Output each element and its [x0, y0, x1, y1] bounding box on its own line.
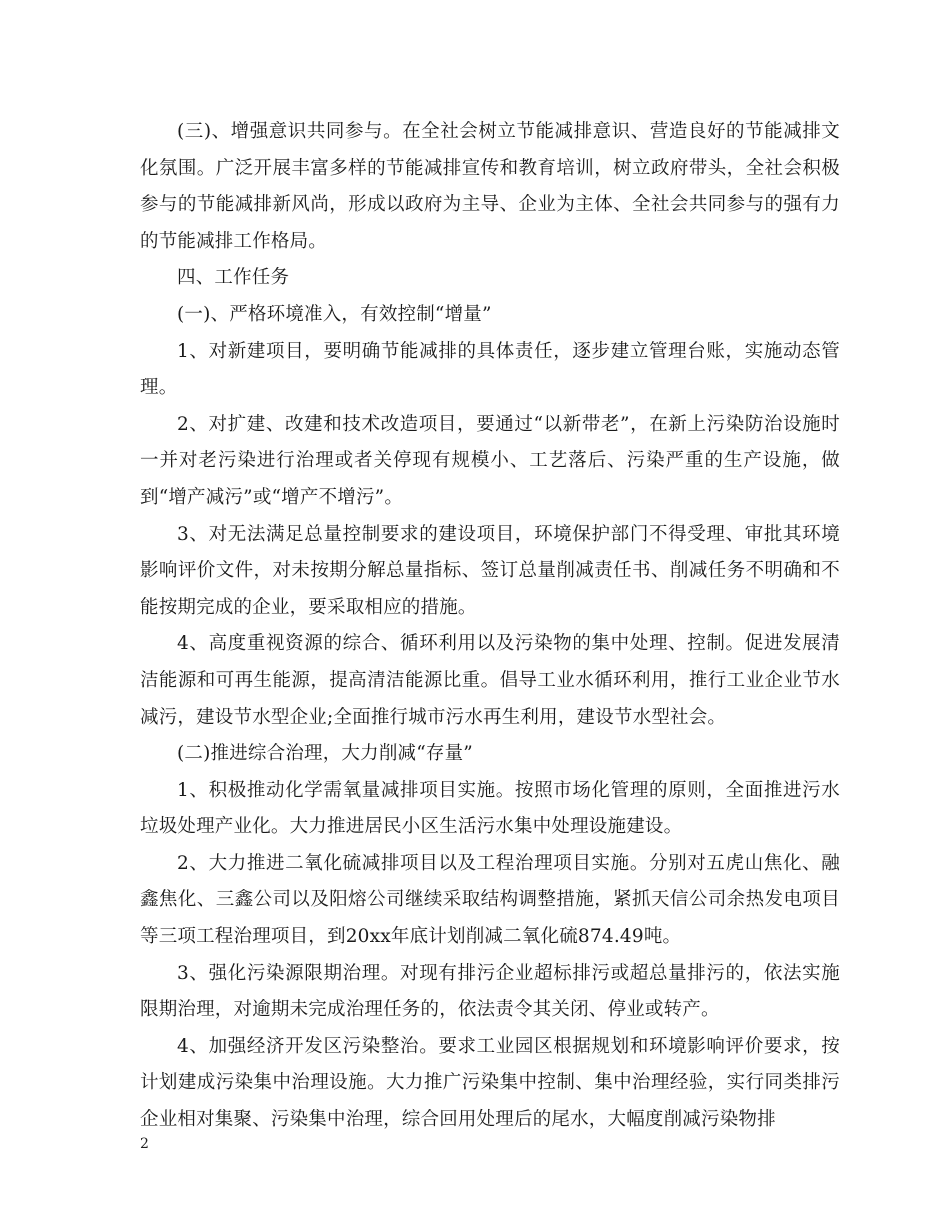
paragraph: 4、加强经济开发区污染整治。要求工业园区根据规划和环境影响评价要求，按计划建成污染集中治理设施。大力推广污染集中控制、集中治理经验，实行同类排污企业相对集聚、污染集中治理，综合回用处理后的尾水，大幅度削减污染物排 [140, 1035, 840, 1131]
paragraph: 3、强化污染源限期治理。对现有排污企业超标排污或超总量排污的，依法实施限期治理，对逾期未完成治理任务的，依法责令其关闭、停业或转产。 [140, 962, 840, 1021]
section-heading: 四、工作任务 [177, 267, 290, 289]
subsection-heading: (二)推进综合治理，大力削减“存量” [177, 743, 473, 765]
paragraph: 2、对扩建、改建和技术改造项目，要通过“以新带老”，在新上污染防治设施时一并对老污染进行治理或者关停现有规模小、工艺落后、污染严重的生产设施，做到“增产减污”或“增产不增污”。 [140, 413, 840, 508]
paragraph: 3、对无法满足总量控制要求的建设项目，环境保护部门不得受理、审批其环境影响评价文件，对未按期分解总量指标、签订总量削减责任书、削减任务不明确和不能按期完成的企业，要采取相应的措施。 [140, 523, 840, 618]
paragraph: 4、高度重视资源的综合、循环利用以及污染物的集中处理、控制。促进发展清洁能源和可再生能源，提高清洁能源比重。倡导工业水循环利用，推行工业企业节水减污，建设节水型企业;全面推行城市污水再生利用，建设节水型社会。 [140, 633, 840, 728]
subsection-heading: (一)、严格环境准入，有效控制“增量” [177, 303, 492, 325]
paragraph: 1、积极推动化学需氧量减排项目实施。按照市场化管理的原则，全面推进污水垃圾处理产业化。大力推进居民小区生活污水集中处理设施建设。 [140, 779, 840, 838]
page-number: 2 [140, 1136, 149, 1152]
paragraph: 1、对新建项目，要明确节能减排的具体责任，逐步建立管理台账，实施动态管理。 [140, 340, 840, 399]
paragraph: (三)、增强意识共同参与。在全社会树立节能减排意识、营造良好的节能减排文化氛围。广泛开展丰富多样的节能减排宣传和教育培训，树立政府带头，全社会积极参与的节能减排新风尚，形成以政府为主导、企业为主体、全社会共同参与的强有力的节能减排工作格局。 [140, 121, 840, 252]
document-body [140, 114, 840, 1139]
paragraph: 2、大力推进二氧化硫减排项目以及工程治理项目实施。分别对五虎山焦化、融鑫焦化、三鑫公司以及阳熔公司继续采取结构调整措施，紧抓天信公司余热发电项目等三项工程治理项目，到20xx年底计划削减二氧化硫874.49吨。 [140, 852, 840, 948]
